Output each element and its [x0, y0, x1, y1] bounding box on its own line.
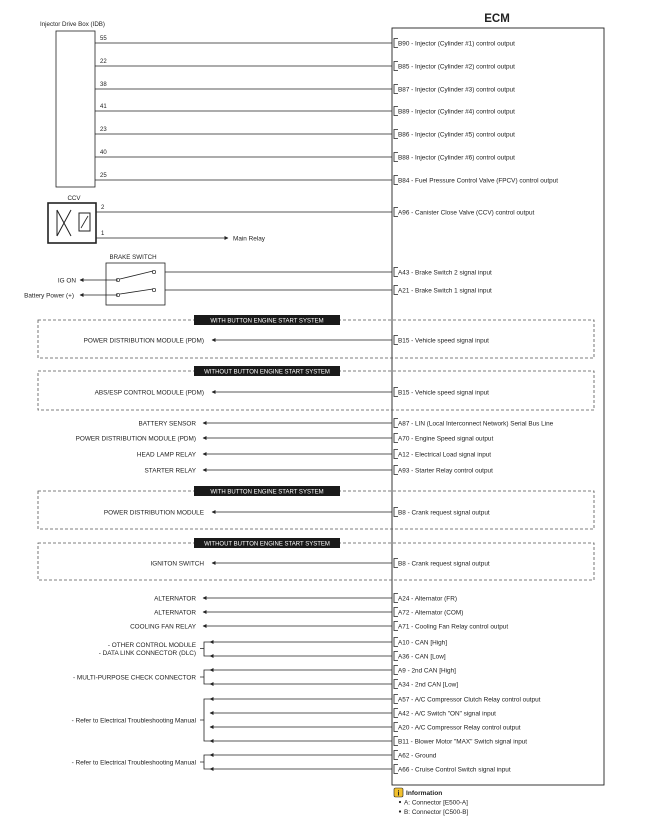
option-group-module: POWER DISTRIBUTION MODULE: [103, 509, 204, 517]
module-label: ALTERNATOR: [154, 595, 196, 603]
ecm-pin-label: B84 - Fuel Pressure Control Valve (FPCV) control output: [398, 177, 559, 185]
option-group-module: POWER DISTRIBUTION MODULE (PDM): [83, 337, 204, 345]
bracket-label: - Refer to Electrical Troubleshooting Manual: [71, 717, 196, 725]
idb-pin-number: 23: [100, 127, 107, 133]
ecm-pin-label: B85 - Injector (Cylinder #2) control output: [398, 63, 515, 71]
idb-pin-number: 22: [100, 59, 107, 65]
ccv-ecm-pin-label: A96 - Canister Close Valve (CCV) control output: [398, 209, 535, 217]
bracket-label: - Refer to Electrical Troubleshooting Manual: [71, 759, 196, 767]
ecm-pin-label: A9 - 2nd CAN [High]: [398, 667, 456, 675]
information-bullet: [399, 810, 401, 812]
bracket-label: - MULTI-PURPOSE CHECK CONNECTOR: [73, 674, 196, 682]
idb-pin-number: 55: [100, 36, 107, 42]
ecm-pin-label: A87 - LIN (Local Interconnect Network) Serial Bus Line: [398, 420, 554, 428]
ecm-pin-label: A34 - 2nd CAN [Low]: [398, 681, 459, 689]
bracket-label: - DATA LINK CONNECTOR (DLC): [98, 649, 196, 657]
ecm-pin-label: B89 - Injector (Cylinder #4) control output: [398, 108, 515, 116]
ecm-pin-label: B90 - Injector (Cylinder #1) control output: [398, 40, 515, 48]
ecm-pin-label: A93 - Starter Relay control output: [398, 467, 493, 475]
option-group-ecm-pin-label: B8 - Crank request signal output: [398, 509, 490, 517]
brake-switch-box: [106, 263, 165, 305]
ccv-title: CCV: [67, 195, 81, 202]
option-group-label: WITHOUT BUTTON ENGINE START SYSTEM: [204, 541, 330, 548]
information-icon-glyph: i: [397, 790, 400, 798]
module-label: COOLING FAN RELAY: [130, 623, 196, 631]
ig-on-label: IG ON: [57, 277, 76, 285]
module-label: ALTERNATOR: [154, 609, 196, 617]
ccv-box: [48, 203, 96, 243]
option-group-module: IGNITON SWITCH: [150, 560, 204, 568]
connector-bracket: [200, 699, 210, 741]
ecm-pin-label: A42 - A/C Switch "ON" signal input: [398, 710, 496, 718]
idb-pin-number: 25: [100, 173, 107, 179]
idb-pin-number: 38: [100, 82, 107, 88]
ecm-pin-label: A66 - Cruise Control Switch signal input: [398, 766, 511, 774]
ecm-pin-label: A57 - A/C Compressor Clutch Relay control output: [398, 696, 541, 704]
ecm-pin-label: B88 - Injector (Cylinder #6) control output: [398, 154, 515, 162]
module-label: HEAD LAMP RELAY: [136, 451, 196, 459]
idb-title: Injector Drive Box (IDB): [40, 21, 105, 28]
ecm-pin-label: B11 - Blower Motor "MAX" Switch signal input: [398, 738, 528, 746]
information-title: Information: [406, 790, 443, 797]
ecm-pin-label: A71 - Cooling Fan Relay control output: [398, 623, 509, 631]
ecm-pin-label: A20 - A/C Compressor Relay control output: [398, 724, 521, 732]
connector-bracket: [200, 642, 210, 656]
ecm-pin-label: A10 - CAN [High]: [398, 639, 448, 647]
module-label: STARTER RELAY: [144, 467, 196, 475]
brake-switch-title: BRAKE SWITCH: [109, 254, 157, 261]
brake-ecm-pin-label: A21 - Brake Switch 1 signal input: [398, 287, 492, 295]
ecm-pin-label: A12 - Electrical Load signal input: [398, 451, 492, 459]
option-group-label: WITHOUT BUTTON ENGINE START SYSTEM: [204, 369, 330, 376]
connector-bracket: [200, 670, 210, 684]
idb-box: [56, 31, 95, 187]
module-label: BATTERY SENSOR: [138, 420, 196, 428]
brake-ecm-pin-label: A43 - Brake Switch 2 signal input: [398, 269, 492, 277]
option-group-label: WITH BUTTON ENGINE START SYSTEM: [210, 489, 324, 496]
ecm-pin-label: B87 - Injector (Cylinder #3) control output: [398, 86, 515, 94]
option-group-ecm-pin-label: B8 - Crank request signal output: [398, 560, 490, 568]
option-group-module: ABS/ESP CONTROL MODULE (PDM): [94, 389, 204, 397]
ecm-pin-label: B86 - Injector (Cylinder #5) control output: [398, 131, 515, 139]
ecm-pin-label: A62 - Ground: [398, 752, 437, 760]
ecm-pin-label: A70 - Engine Speed signal output: [398, 435, 494, 443]
information-item: A: Connector [E500-A]: [404, 799, 468, 807]
ecm-title: ECM: [484, 13, 510, 25]
module-label: POWER DISTRIBUTION MODULE (PDM): [75, 435, 196, 443]
ccv-pin-2: 2: [101, 205, 105, 211]
option-group-ecm-pin-label: B15 - Vehicle speed signal input: [398, 389, 489, 397]
ecm-pin-label: A72 - Alternator (COM): [398, 609, 464, 617]
information-item: B: Connector [C500-B]: [404, 808, 469, 816]
idb-pin-number: 41: [100, 104, 107, 110]
bracket-label: - OTHER CONTROL MODULE: [107, 641, 196, 649]
ccv-pin-1: 1: [101, 231, 105, 237]
ecm-pin-label: A24 - Alternator (FR): [398, 595, 457, 603]
main-relay-label: Main Relay: [233, 235, 265, 243]
idb-pin-number: 40: [100, 150, 107, 156]
battery-power-label: Battery Power (+): [24, 292, 74, 300]
information-bullet: [399, 801, 401, 803]
option-group-label: WITH BUTTON ENGINE START SYSTEM: [210, 318, 324, 325]
option-group-ecm-pin-label: B15 - Vehicle speed signal input: [398, 337, 489, 345]
connector-bracket: [200, 755, 210, 769]
ecm-pin-label: A36 - CAN [Low]: [398, 653, 446, 661]
